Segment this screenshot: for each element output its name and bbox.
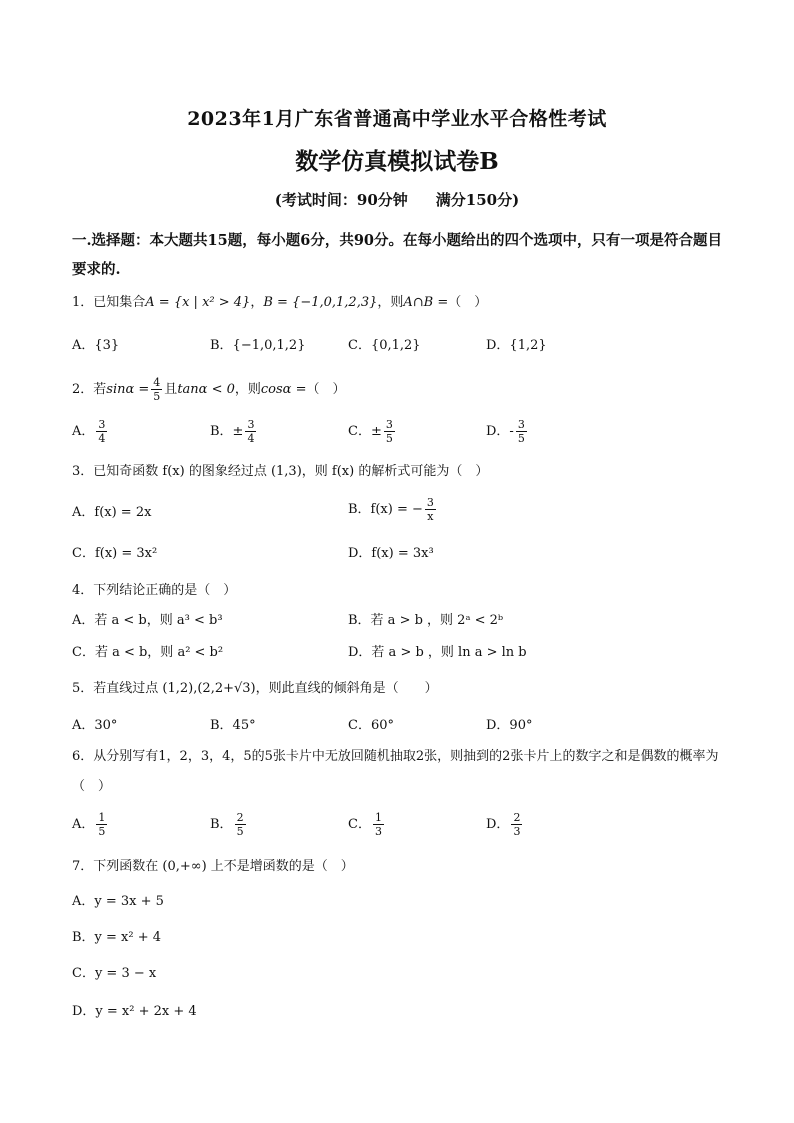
q6-option-d[interactable]: D． $\frac{2}{3}$ — [486, 811, 521, 838]
section-heading: 一.选择题：本大题共15题，每小题6分，共90分。在每小题给出的四个选项中，只有一项是符合题目要求的. — [72, 232, 722, 278]
q1-option-c[interactable]: C．{0,1,2} — [348, 338, 421, 353]
q2-option-a[interactable]: A． $\frac{3}{4}$ — [72, 418, 106, 445]
fraction: $\frac{4}{5}$ — [153, 376, 161, 403]
set-b: B = {−1,0,1,2,3} — [263, 295, 378, 310]
q7-option-c[interactable]: C．y = 3 − x — [72, 966, 157, 981]
q2-option-d[interactable]: D．- $\frac{3}{5}$ — [486, 418, 525, 445]
question-5: 5．若直线过点 (1,2),(2,2+√3)，则此直线的倾斜角是（ ） — [72, 681, 438, 696]
set-a: A = {x | x² > 4} — [145, 295, 251, 310]
q7-option-b[interactable]: B．y = x² + 4 — [72, 930, 162, 945]
q3-option-c[interactable]: C．f(x) = 3x² — [72, 546, 158, 561]
q5-option-b[interactable]: B．45° — [210, 718, 256, 733]
q4-option-a[interactable]: A．若 a < b，则 a³ < b³ — [72, 613, 223, 628]
q5-option-d[interactable]: D．90° — [486, 718, 533, 733]
full-score: 满分150分) — [435, 191, 520, 209]
q7-option-a[interactable]: A．y = 3x + 5 — [72, 894, 164, 909]
q4-option-d[interactable]: D．若 a > b ，则 ln a > ln b — [348, 645, 527, 660]
q7-option-d[interactable]: D．y = x² + 2x + 4 — [72, 1004, 197, 1019]
exam-title: 2023年1月广东省普通高中学业水平合格性考试 — [187, 108, 607, 130]
q4-option-b[interactable]: B．若 a > b ，则 2ᵃ < 2ᵇ — [348, 613, 504, 628]
q6-option-c[interactable]: C． $\frac{1}{3}$ — [348, 811, 382, 838]
q4-option-c[interactable]: C．若 a < b，则 a² < b² — [72, 645, 224, 660]
question-1: 1．已知集合A = {x | x² > 4}，B = {−1,0,1,2,3}，则A∩B =（ ） — [72, 295, 488, 310]
q3-option-a[interactable]: A．f(x) = 2x — [72, 505, 152, 520]
q6-option-a[interactable]: A． $\frac{1}{5}$ — [72, 811, 106, 838]
q2-option-c[interactable]: C．± $\frac{3}{5}$ — [348, 418, 393, 445]
q3-option-b[interactable]: B．f(x) = − $\frac{3}{x}$ — [348, 496, 434, 523]
q5-option-c[interactable]: C．60° — [348, 718, 394, 733]
q1-option-b[interactable]: B．{−1,0,1,2} — [210, 338, 306, 353]
question-4: 4．下列结论正确的是（ ） — [72, 583, 237, 598]
question-3: 3．已知奇函数 f(x) 的图象经过点 (1,3)，则 f(x) 的解析式可能为（ ） — [72, 464, 489, 479]
paper-title: 数学仿真模拟试卷B — [295, 148, 499, 175]
question-7: 7．下列函数在 (0,+∞) 上不是增函数的是（ ） — [72, 859, 354, 874]
q1-option-a[interactable]: A．{3} — [72, 338, 120, 353]
intersection-expr: A∩B = — [403, 295, 449, 310]
q2-option-b[interactable]: B．± $\frac{3}{4}$ — [210, 418, 255, 445]
exam-time: (考试时间：90分钟 — [274, 191, 408, 209]
q5-option-a[interactable]: A．30° — [72, 718, 118, 733]
q3-option-d[interactable]: D．f(x) = 3x³ — [348, 546, 434, 561]
question-2: 2．若sinα = $\frac{4}{5}$ 且tanα < 0，则cosα =（ ） — [72, 376, 346, 403]
question-6: 6．从分别写有1，2，3，4，5的5张卡片中无放回随机抽取2张，则抽到的2张卡片上的数字之和是偶数的概率为（ ） — [72, 749, 719, 794]
q6-option-b[interactable]: B． $\frac{2}{5}$ — [210, 811, 244, 838]
q1-option-d[interactable]: D．{1,2} — [486, 338, 547, 353]
exam-info — [0, 189, 794, 210]
